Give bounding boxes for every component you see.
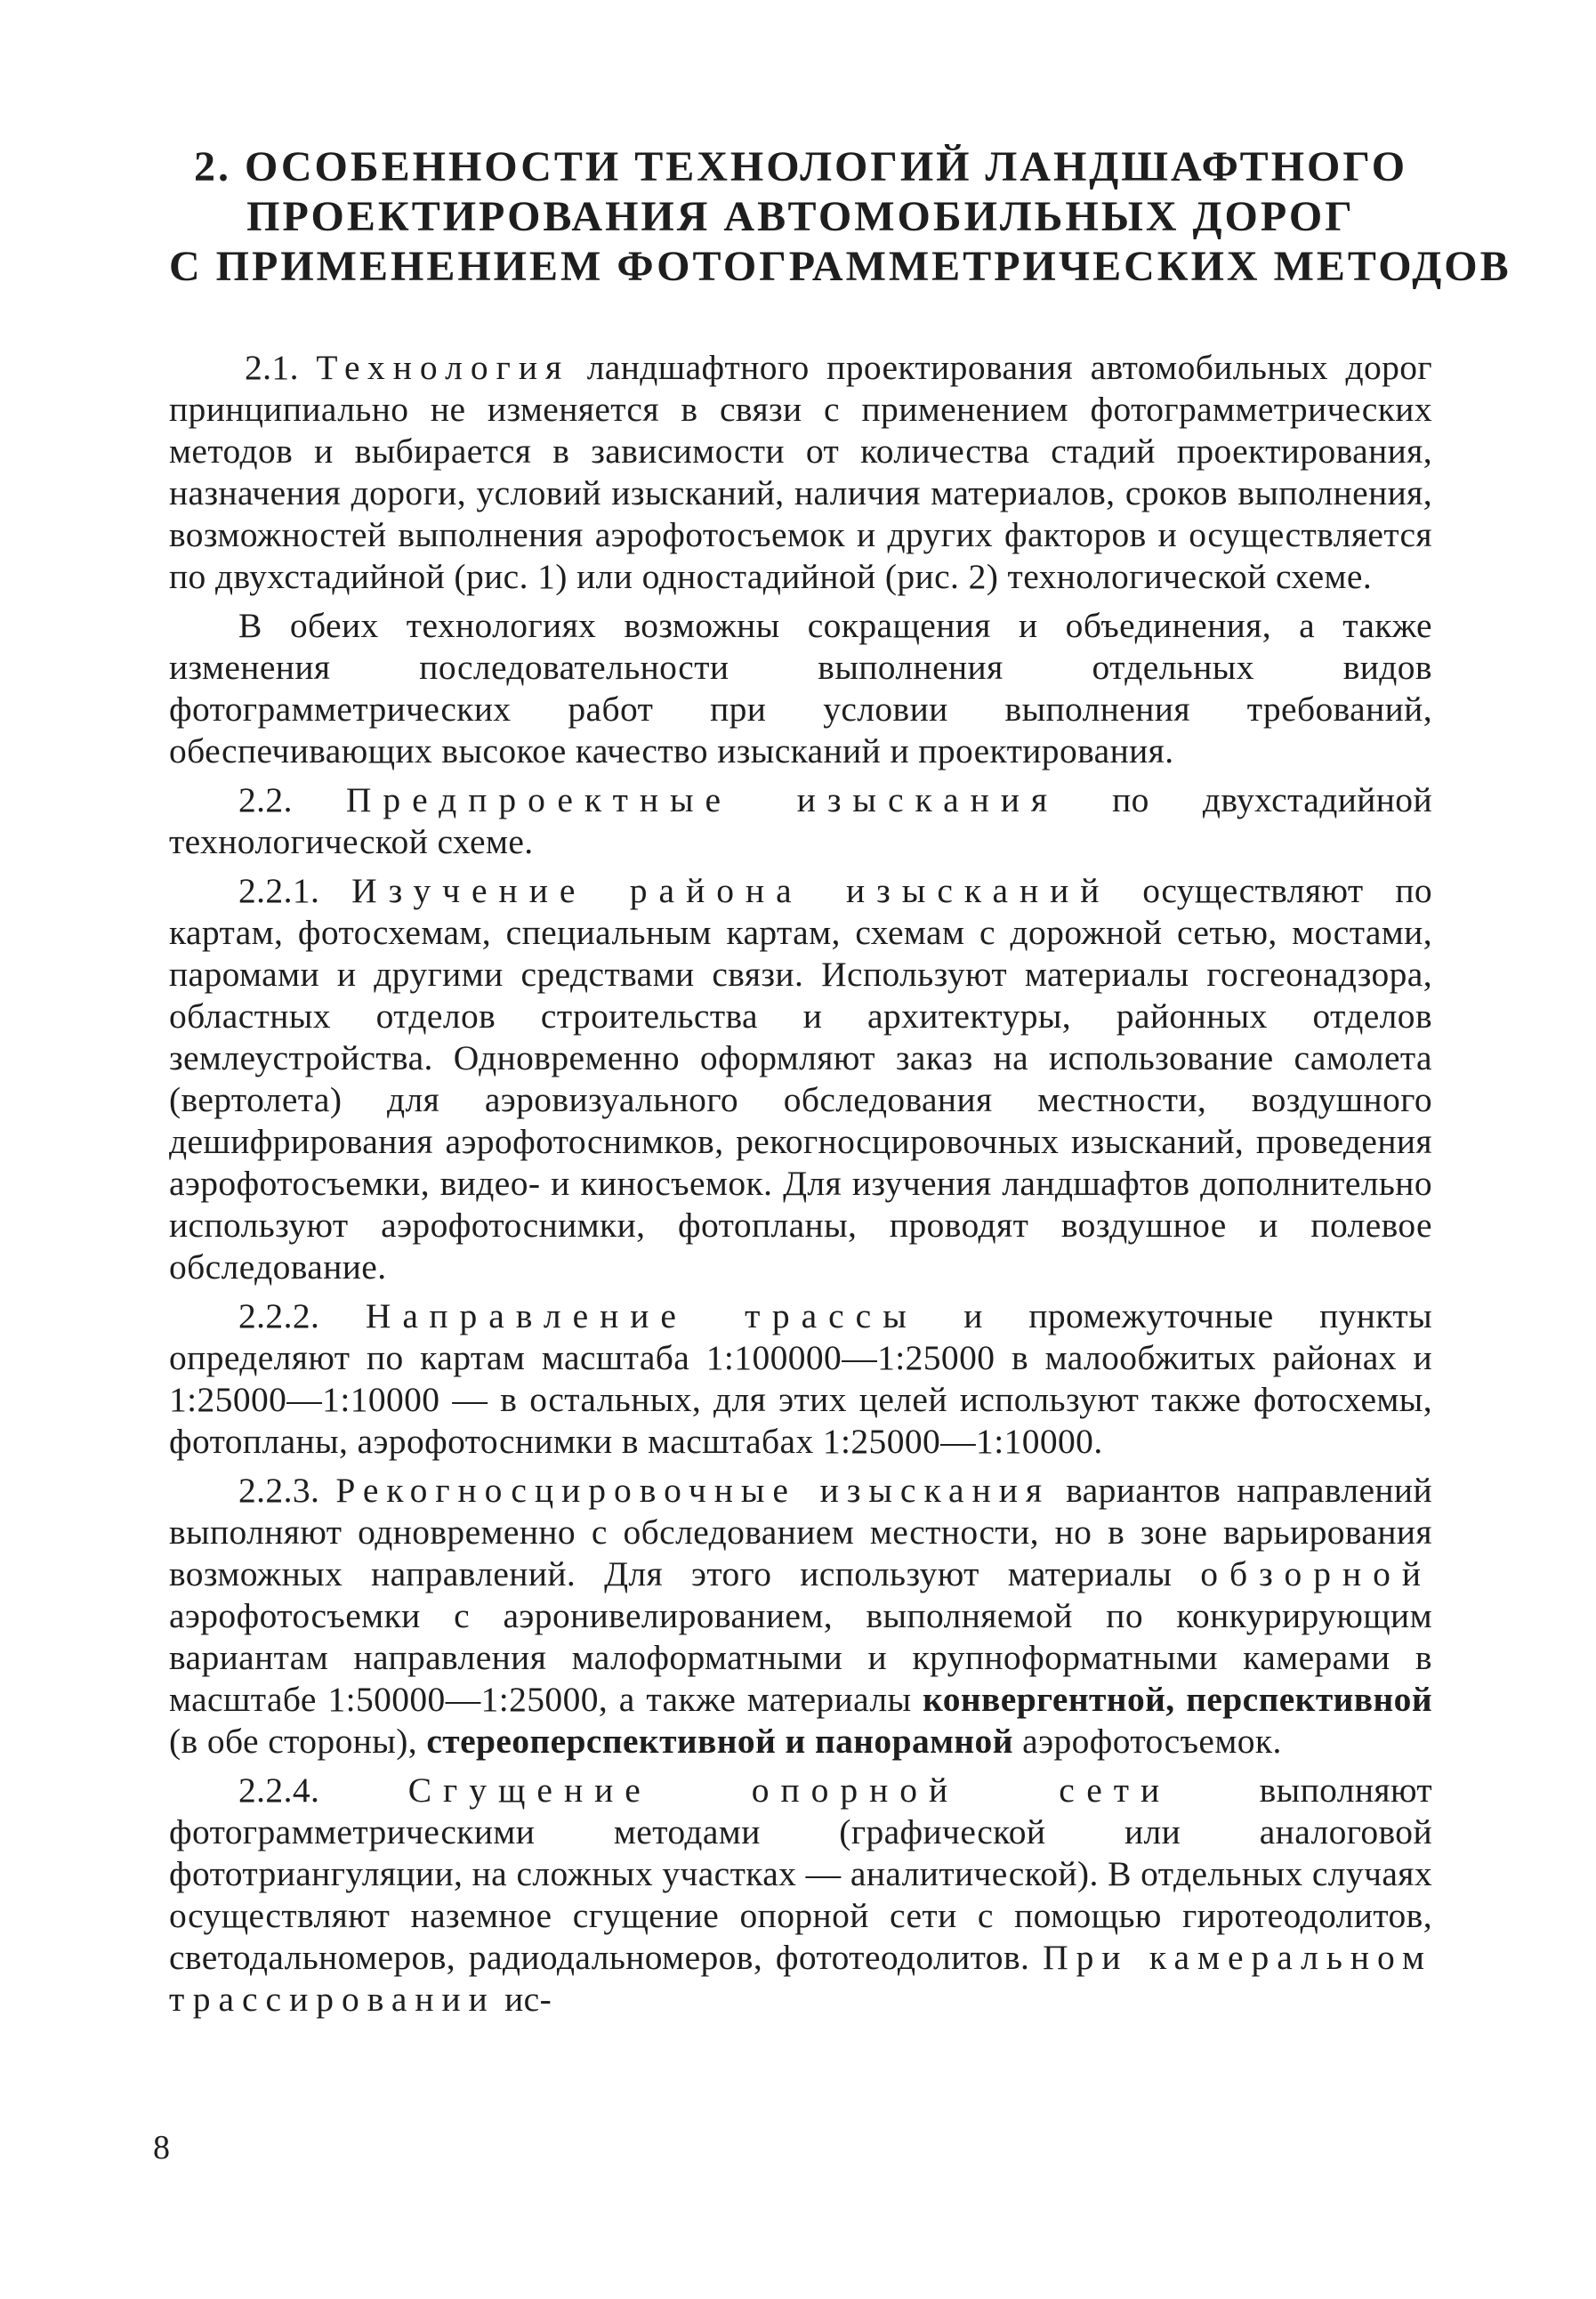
paragraph-2-2 (169, 779, 1432, 863)
paragraph-text: ландшафтного проектирования автомобильных дорог принципиально не изменяется в связи с применением фотограмметрических методов и выбирается в зависимости от количества стадий проектирования, назначения дороги, условий изысканий, наличия материалов, сроков выполнения, возможностей выполнения аэрофотосъемок и других факторов и осуществляется по двухстадийной (рис. 1) или одностадийной (рис. 2) технологической схеме. (169, 348, 1432, 596)
paragraph-text: аэрофотосъемки с аэронивелированием, выполняемой по конкурирующим вариантам направления малоформатными и крупноформатными камерами в масштабе 1:50000—1:25000, а также материалы (169, 1596, 1432, 1719)
paragraph-text: выполняют фотограмметрическими методами (графической или аналоговой фототриангуляции, на сложных участках — аналитической). В отдельных случаях осуществляют наземное сгущение опорной сети с помощью гиротеодолитов, светодальномеров, радиодальномеров, фототеодолитов. (169, 1771, 1433, 1977)
section-heading (169, 142, 1511, 292)
body-text (169, 347, 1432, 2021)
paragraph-text-tail: ис- (504, 1980, 552, 2019)
paragraph-text: и промежуточные пункты определяют по картам масштаба 1:100000—1:25000 в малообжитых районах и 1:25000—1:10000 — в остальных, для этих целей используют также фотосхемы, фотопланы, аэрофотоснимки в масштабах 1:25000—1:10000. (169, 1296, 1433, 1461)
paragraph-2-2-4 (169, 1770, 1432, 2021)
paragraph-text: по двухстадийной технологической схеме. (169, 780, 1432, 861)
heading-line-2: ПРОЕКТИРОВАНИЯ АВТОМОБИЛЬНЫХ ДОРОГ (246, 193, 1355, 240)
paragraph-term: Сгущение опорной сети (407, 1771, 1172, 1810)
paragraph-term: Изучение района изысканий (351, 871, 1111, 910)
page-number: 8 (153, 2129, 170, 2166)
heading-line-3: С ПРИМЕНЕНИЕМ ФОТОГРАММЕТРИЧЕСКИХ МЕТОДОВ (169, 243, 1511, 290)
paragraph-number: 2.2.2. (238, 1296, 320, 1335)
paragraph-text: (в обе стороны), (169, 1722, 418, 1761)
paragraph-bold-text: стереоперспективной и панорамной (426, 1722, 1013, 1761)
paragraph-term: Предпроектные изыскания (345, 780, 1060, 819)
paragraph-number: 2.2.3. (238, 1471, 320, 1510)
paragraph-text: осуществляют по картам, фотосхемам, специальным картам, схемам с дорожной сетью, мостами, паромами и другими средствами связи. Используют материалы госгеонадзора, областных отделов строительства и архитектуры, районных отделов землеустройства. Одновременно оформляют заказ на использование самолета (вертолета) для аэровизуального обследования местности, воздушного дешифрирования аэрофотоснимков, рекогносцировочных изысканий, проведения аэрофотосъемки, видео- и киносъемок. Для изучения ландшафтов дополнительно используют аэрофотоснимки, фотопланы, проводят воздушное и полевое обследование. (169, 871, 1433, 1287)
paragraph-term: Технология (316, 348, 570, 387)
paragraph-2-2-3 (169, 1470, 1432, 1763)
paragraph-number: 2.2. (238, 780, 293, 819)
paragraph-number: 2.1. (245, 348, 299, 387)
paragraph-number: 2.2.4. (238, 1771, 320, 1810)
paragraph-term: Направление трассы (365, 1296, 918, 1335)
paragraph-text: вариантов направлений выполняют одновременно с обследованием местности, но в зоне варьирования возможных направлений. Для этого используют материалы (169, 1471, 1433, 1593)
paragraph-2-2-1 (169, 870, 1432, 1288)
paragraph-bold-text: конвергентной, перспективной (923, 1680, 1432, 1719)
paragraph-term: Рекогносцировочные изыскания (335, 1471, 1051, 1510)
paragraph-text: аэрофотосъемок. (1022, 1722, 1282, 1761)
paragraph-2-1-continued (169, 605, 1432, 772)
heading-line-1: 2. ОСОБЕННОСТИ ТЕХНОЛОГИЙ ЛАНДШАФТНОГО (193, 143, 1408, 190)
paragraph-2-2-2 (169, 1295, 1432, 1463)
paragraph-term-secondary: При камеральном трассировании (169, 1938, 1433, 2019)
paragraph-term-secondary: обзорной (1200, 1554, 1432, 1593)
paragraph-2-1 (169, 347, 1432, 598)
paragraph-number: 2.2.1. (238, 871, 320, 910)
paragraph-text: В обеих технологиях возможны сокращения и объединения, а также изменения последовательности выполнения отдельных видов фотограмметрических работ при условии выполнения требований, обеспечивающих высокое качество изысканий и проектирования. (169, 606, 1432, 770)
document-page (169, 142, 1511, 2028)
